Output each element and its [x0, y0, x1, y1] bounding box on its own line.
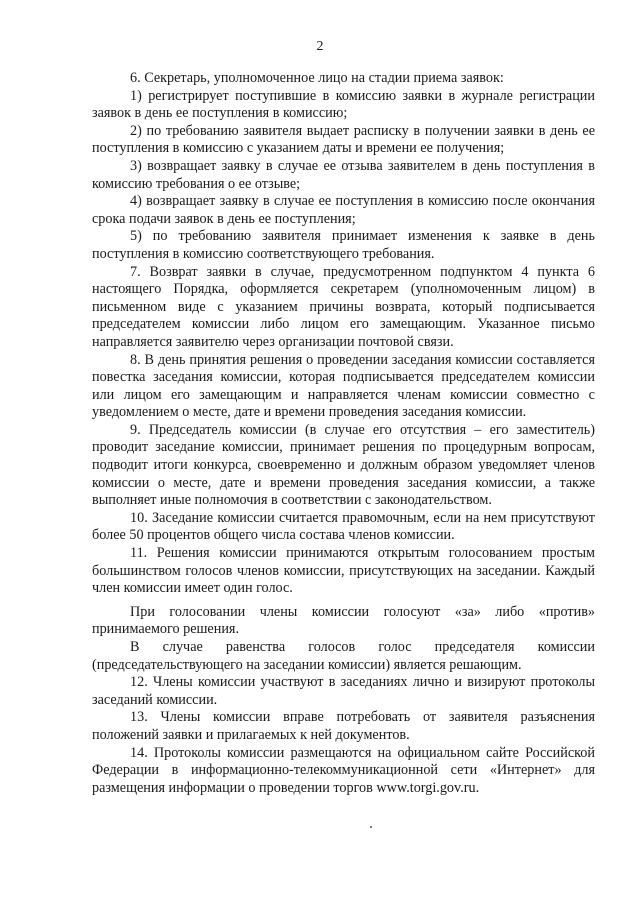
paragraph-7: 7. Возврат заявки в случае, предусмотренном подпунктом 4 пункта 6 настоящего Порядка, оформляется секретарем (уполномоченным лицом) в письменном виде с указанием причины возврата, который подписывается председателем комиссии либо лицом его замещающим. Указанное письмо направляется заявителю через организации почтовой связи.	[92, 263, 595, 350]
paragraph-12: 12. Члены комиссии участвуют в заседаниях лично и визируют протоколы заседаний комиссии.	[92, 674, 595, 708]
paragraph-11-tie: В случае равенства голосов голос председателя комиссии (председательствующего на заседании комиссии) является решающим.	[92, 639, 595, 673]
paragraph-6-item-1: 1) регистрирует поступившие в комиссию заявки в журнале регистрации заявок в день ее поступления в комиссию;	[92, 87, 595, 122]
paragraph-13: 13. Члены комиссии вправе потребовать от заявителя разъяснения положений заявки и прилагаемых к ней документов.	[92, 709, 595, 743]
paragraph-6-intro: 6. Секретарь, уполномоченное лицо на стадии приема заявок:	[130, 70, 504, 86]
paragraph-8: 8. В день принятия решения о проведении заседания комиссии составляется повестка заседания комиссии, которая подписывается председателем комиссии или лицом его замещающим и направляется членам комиссии совместно с уведомлением о месте, дате и времени проведения заседания комиссии.	[92, 351, 595, 421]
paragraph-6-item-5: 5) по требованию заявителя принимает изменения к заявке в день поступления в комиссию соответствующего требования.	[92, 228, 595, 262]
paragraph-9: 9. Председатель комиссии (в случае его отсутствия – его заместитель) проводит заседание комиссии, принимает решения по процедурным вопросам, подводит итоги конкурса, своевременно и должным образом уведомляет членов комиссии о месте, дате и времени проведения заседания комиссии, а также выполняет иные полномочия в соответствии с законодательством.	[92, 421, 595, 509]
document-body	[92, 70, 595, 797]
paragraph-10: 10. Заседание комиссии считается правомочным, если на нем присутствуют более 50 процентов общего числа состава членов комиссии.	[92, 509, 595, 544]
paragraph-14: 14. Протоколы комиссии размещаются на официальном сайте Российской Федерации в информационно-телекоммуникационной сети «Интернет» для размещения информации о проведении торгов www.torgi.gov.ru.	[92, 744, 595, 796]
paragraph-11: 11. Решения комиссии принимаются открытым голосованием простым большинством голосов членов комиссии, присутствующих на заседании. Каждый член комиссии имеет один голос.	[92, 545, 595, 597]
paragraph-6-item-3: 3) возвращает заявку в случае ее отзыва заявителем в день поступления в комиссию требования о ее отзыве;	[92, 157, 595, 192]
paragraph-6-item-4: 4) возвращает заявку в случае ее поступления в комиссию после окончания срока подачи заявок в день ее поступления;	[92, 193, 595, 227]
page-number: 2	[316, 39, 324, 54]
paragraph-11-voting: При голосовании члены комиссии голосуют «за» либо «против» принимаемого решения.	[92, 603, 595, 638]
scan-speck	[370, 826, 372, 828]
paragraph-6-item-2: 2) по требованию заявителя выдает расписку в получении заявки в день ее поступления в комиссию с указанием даты и времени ее получения;	[92, 122, 595, 157]
